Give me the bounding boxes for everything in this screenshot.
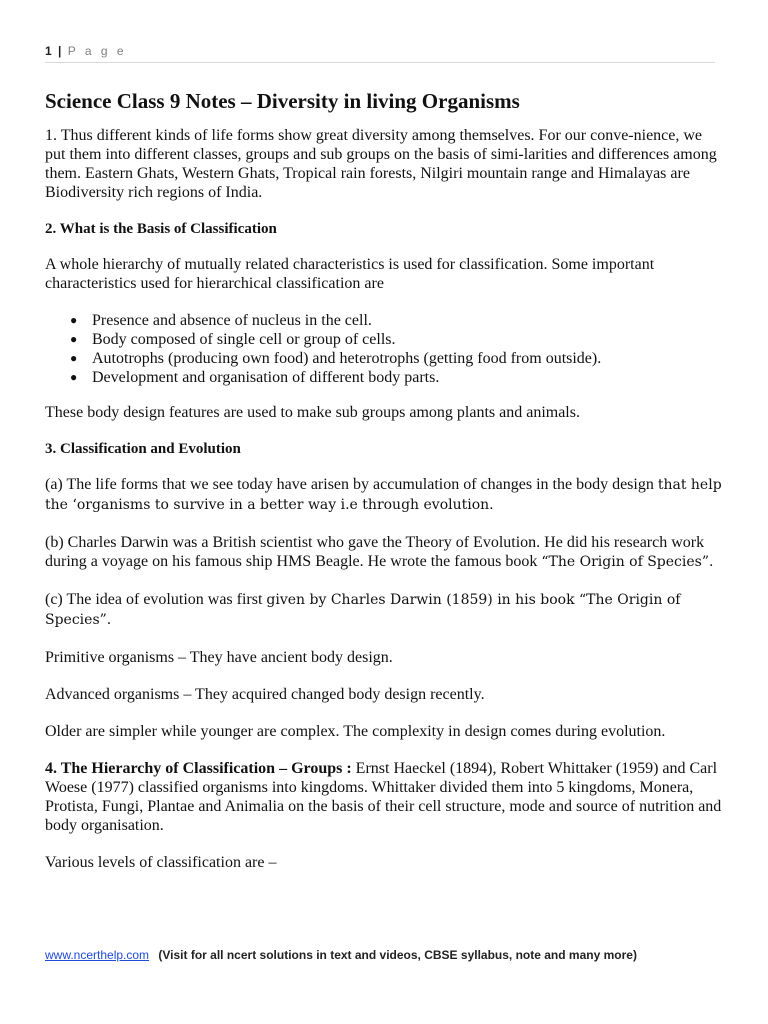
paragraph-b-main: (b) Charles Darwin was a British scientist who gave the Theory of Evolution. He did his research work during a voyage on his famous ship HMS Beagle. He wrote the famous book bbox=[45, 534, 705, 570]
document-title: Science Class 9 Notes – Diversity in living Organisms bbox=[45, 89, 520, 113]
list-item: ● Development and organisation of different body parts. bbox=[70, 369, 440, 386]
website-link[interactable]: www.ncerthelp.com bbox=[45, 948, 150, 962]
paragraph-c bbox=[45, 590, 725, 630]
paragraph-b-alt: “The Origin of Species”. bbox=[541, 554, 714, 570]
section-4-heading: 4. The Hierarchy of Classification – Groups : bbox=[45, 760, 352, 777]
page-word: P a g e bbox=[67, 44, 127, 58]
page-separator: | bbox=[58, 44, 62, 58]
bullet-icon: ● bbox=[70, 313, 78, 327]
page-header bbox=[45, 44, 715, 63]
bullet-icon: ● bbox=[70, 370, 78, 384]
bullet-icon: ● bbox=[70, 332, 78, 346]
section-2-intro: A whole hierarchy of mutually related characteristics is used for classification. Some important characteristics used for hierarchical classification are bbox=[45, 256, 655, 292]
footer-note: (Visit for all ncert solutions in text and videos, CBSE syllabus, note and many more) bbox=[158, 948, 637, 962]
primitive-organisms: Primitive organisms – They have ancient body design. bbox=[45, 649, 393, 666]
paragraph-c-alt: given by Charles Darwin (1859) in his book “The Origin of Species”. bbox=[45, 592, 681, 628]
bullet-icon: ● bbox=[70, 351, 78, 365]
page-footer bbox=[45, 948, 745, 962]
section-3-heading: 3. Classification and Evolution bbox=[45, 441, 241, 457]
section-4-paragraph bbox=[45, 759, 725, 835]
paragraph-a bbox=[45, 475, 725, 515]
levels-of-classification: Various levels of classification are – bbox=[45, 854, 277, 871]
section-2-heading: 2. What is the Basis of Classification bbox=[45, 221, 277, 237]
document-body bbox=[45, 88, 725, 890]
paragraph-a-alt: that help the ‘organisms to survive in a better way i.e through evolution. bbox=[45, 477, 722, 513]
list-item: ● Presence and absence of nucleus in the cell. bbox=[70, 312, 372, 329]
paragraph-a-main: (a) The life forms that we see today have arisen by accumulation of changes in the body design bbox=[45, 476, 654, 493]
intro-paragraph: 1. Thus different kinds of life forms show great diversity among themselves. For our conve-nience, we put them into different classes, groups and sub groups on the basis of simi-larities and differences among them. Eastern Ghats, Western Ghats, Tropical rain forests, Nilgiri mountain range and Himalayas are Biodiversity rich regions of India. bbox=[45, 127, 717, 201]
paragraph-c-main: (c) The idea of evolution was first bbox=[45, 591, 263, 608]
paragraph-b bbox=[45, 533, 725, 572]
list-item: ● Body composed of single cell or group of cells. bbox=[70, 331, 396, 348]
complexity-note: Older are simpler while younger are complex. The complexity in design comes during evolution. bbox=[45, 723, 666, 740]
advanced-organisms: Advanced organisms – They acquired changed body design recently. bbox=[45, 686, 485, 703]
characteristics-list bbox=[45, 311, 725, 387]
section-4-text: Ernst Haeckel (1894), Robert Whittaker (1959) and Carl Woese (1977) classified organisms into kingdoms. Whittaker divided them into 5 kingdoms, Monera, Protista, Fungi, Plantae and Animalia on the basis of their cell structure, mode and source of nutrition and body organisation. bbox=[45, 760, 722, 834]
section-2-outro: These body design features are used to make sub groups among plants and animals. bbox=[45, 404, 580, 421]
page-number: 1 bbox=[45, 44, 52, 58]
list-item: ● Autotrophs (producing own food) and heterotrophs (getting food from outside). bbox=[70, 350, 602, 367]
